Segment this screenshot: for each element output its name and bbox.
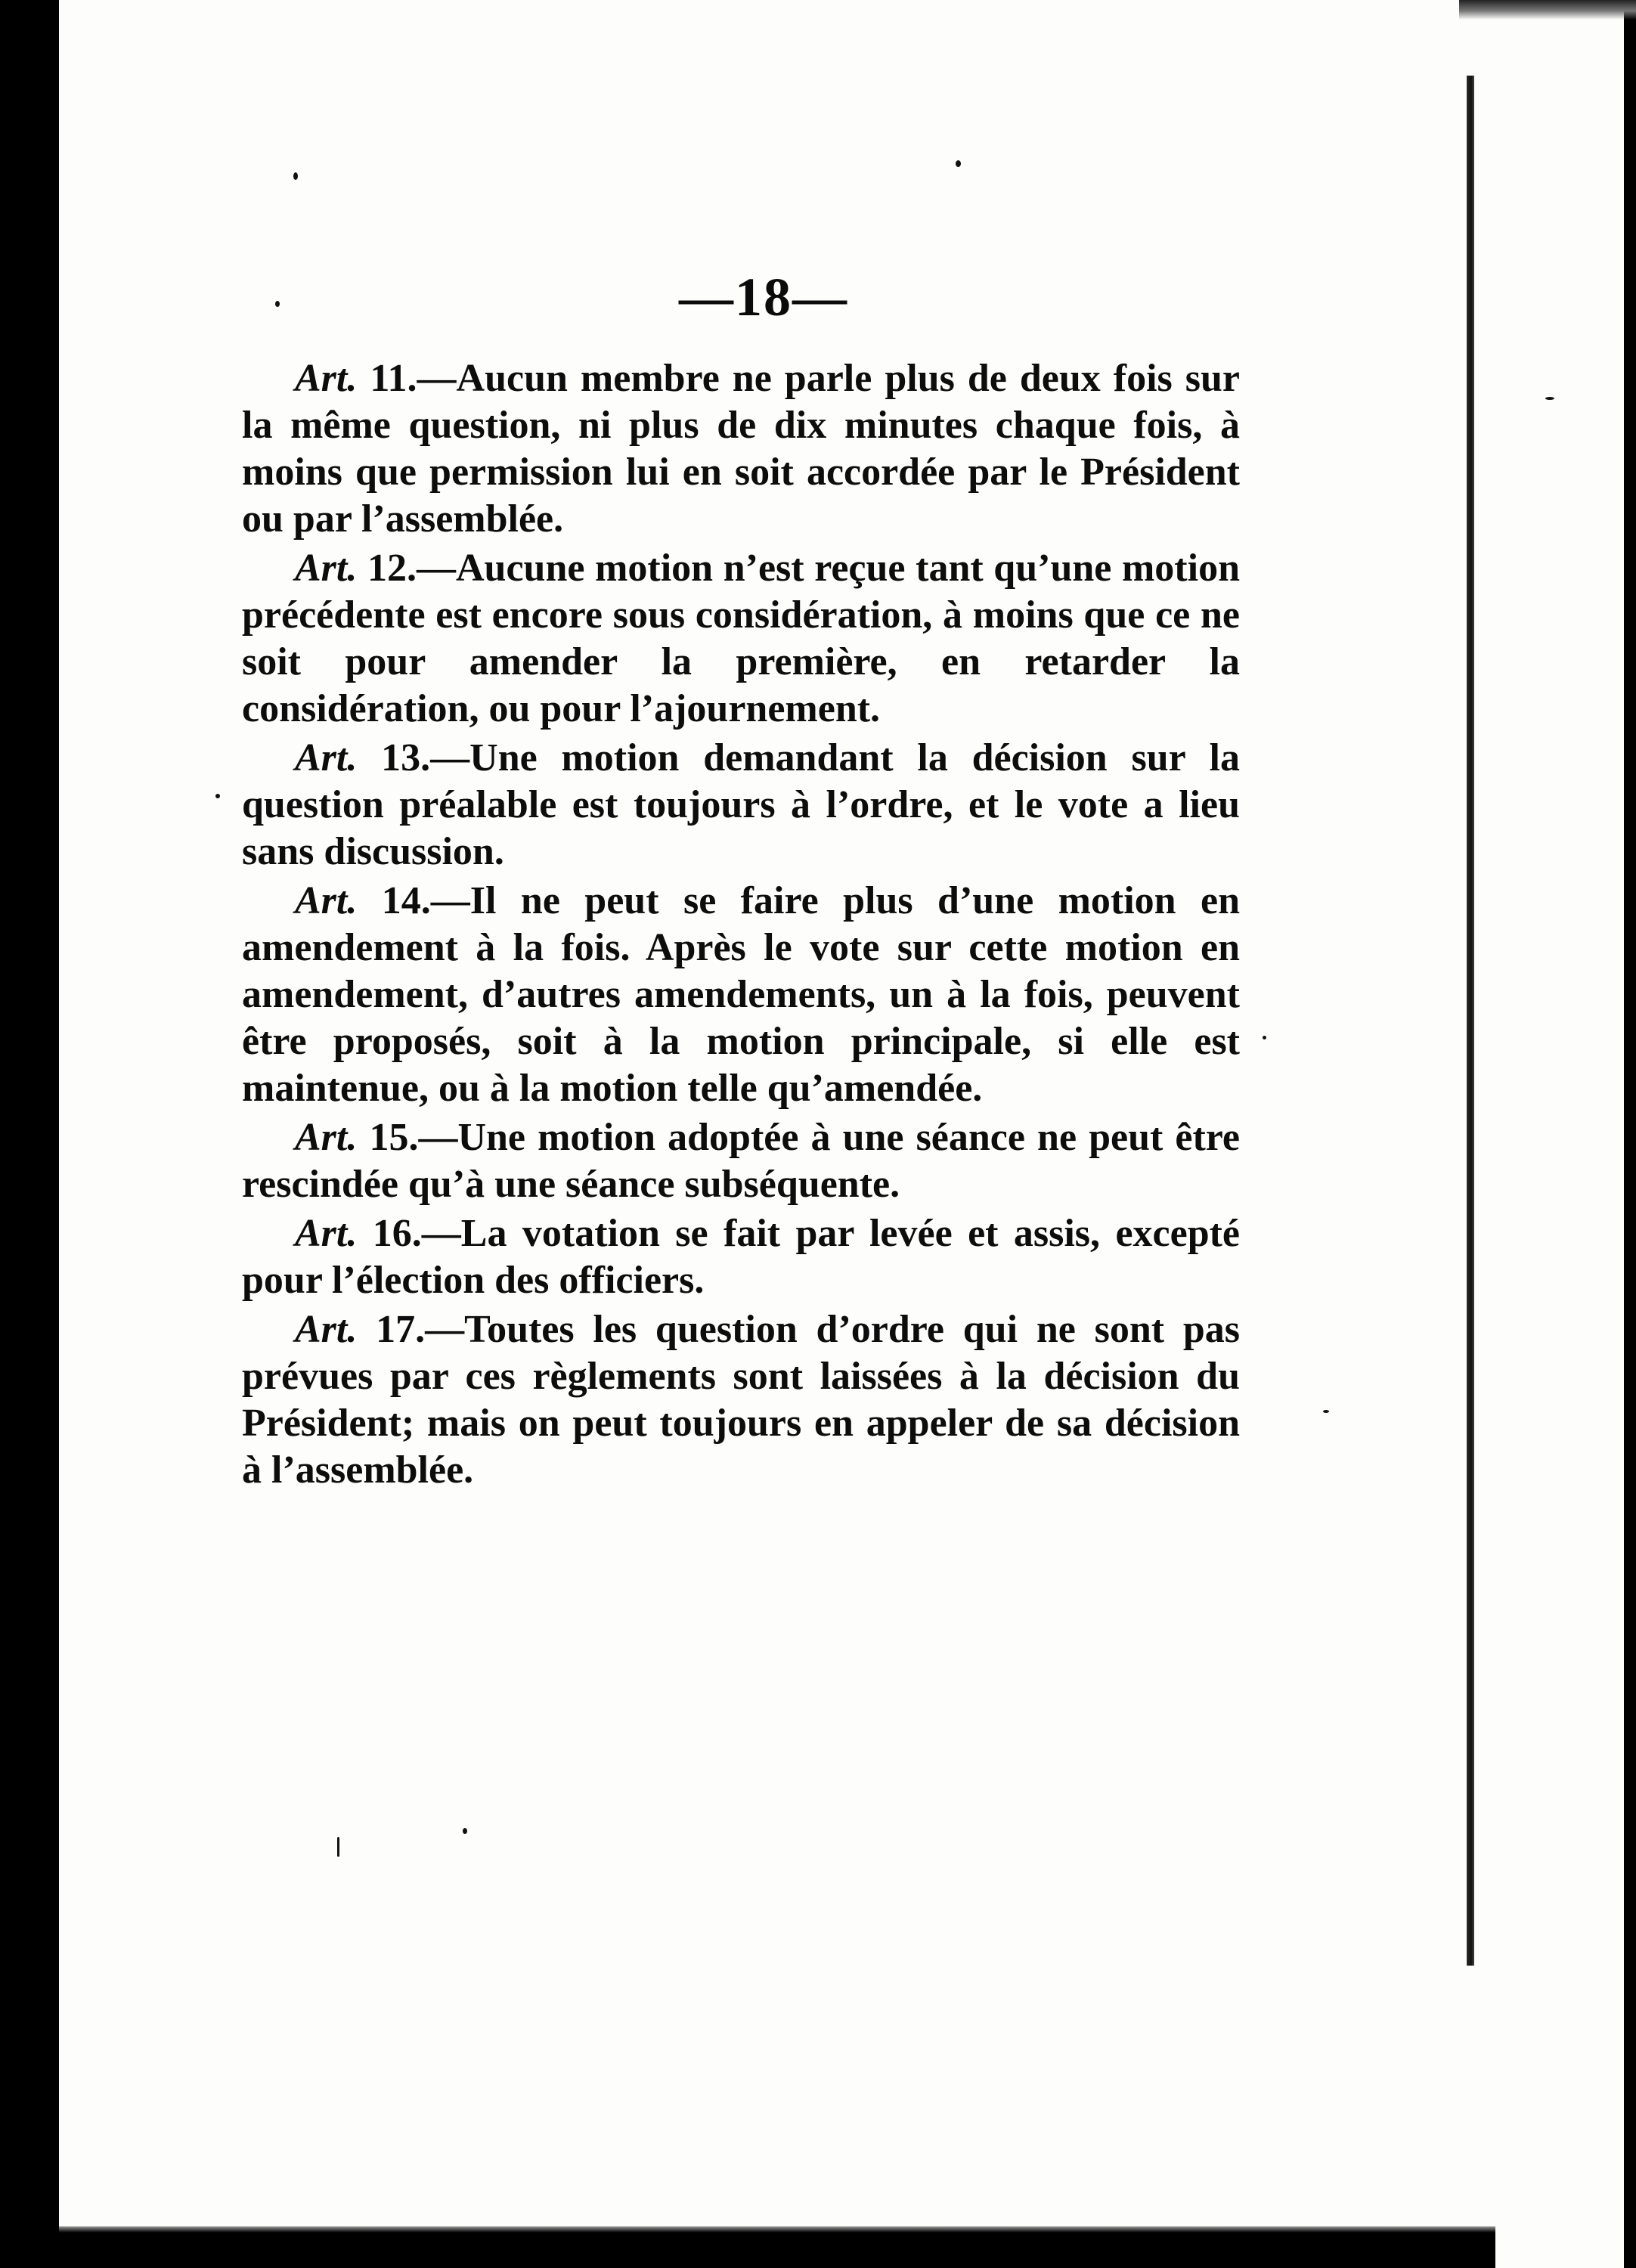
article-label: Art. bbox=[295, 1212, 358, 1255]
article-label: Art. bbox=[295, 736, 358, 779]
article-label: Art. bbox=[295, 1116, 358, 1159]
right-scan-border bbox=[1624, 0, 1636, 2268]
article-number: 15. bbox=[369, 1116, 419, 1159]
article-number: 14. bbox=[381, 879, 431, 922]
article-number: 11. bbox=[370, 357, 417, 400]
article-12 bbox=[242, 545, 1240, 733]
page-number: —18— bbox=[679, 267, 848, 327]
article-label: Art. bbox=[295, 547, 358, 590]
article-number: 13. bbox=[381, 736, 431, 779]
article-label: Art. bbox=[295, 357, 358, 400]
article-15 bbox=[242, 1114, 1240, 1208]
ink-speck bbox=[1323, 1410, 1329, 1413]
ink-speck bbox=[275, 301, 280, 307]
page-fold-shadow bbox=[1467, 76, 1474, 1966]
article-number: 12. bbox=[367, 547, 417, 590]
article-text: —Une motion demandant la décision sur la question préalable est toujours à l’ordre, et le vote a lieu sans discussion. bbox=[242, 736, 1240, 873]
article-list bbox=[242, 355, 1240, 1496]
ink-speck bbox=[1545, 397, 1554, 400]
adjacent-page-strip bbox=[1495, 0, 1636, 2268]
ink-speck bbox=[1263, 1036, 1266, 1040]
ink-speck bbox=[337, 1837, 339, 1857]
article-17 bbox=[242, 1306, 1240, 1494]
article-text: —La votation se fait par levée et assis, excepté pour l’élection des officiers. bbox=[242, 1212, 1241, 1302]
ink-speck bbox=[463, 1828, 467, 1834]
article-16 bbox=[242, 1210, 1240, 1304]
article-label: Art. bbox=[295, 879, 358, 922]
article-14 bbox=[242, 878, 1240, 1112]
top-corner-smear bbox=[1459, 0, 1636, 20]
ink-speck bbox=[956, 160, 961, 167]
article-label: Art. bbox=[295, 1308, 358, 1351]
article-text: —Aucune motion n’est reçue tant qu’une motion précédente est encore sous considération, à moins que ce ne soit pour amender la première, en retarder la considération, ou pour l’ajournement. bbox=[242, 547, 1240, 730]
article-13 bbox=[242, 735, 1240, 875]
article-number: 16. bbox=[372, 1212, 422, 1255]
article-text: —Aucun membre ne parle plus de deux fois sur la même question, ni plus de dix minutes chaque fois, à moins que permission lui en soit accordée par le Président ou par l’assemblée. bbox=[242, 357, 1241, 541]
article-11 bbox=[242, 355, 1240, 543]
article-text: —Il ne peut se faire plus d’une motion en amendement à la fois. Après le vote sur cette motion en amendement, d’autres amendements, un à la fois, peuvent être proposés, soit à la motion principale, si elle est maintenue, ou à la motion telle qu’amendée. bbox=[242, 879, 1241, 1110]
article-text: —Toutes les question d’ordre qui ne sont pas prévues par ces règlements sont laissées à la décision du Président; mais on peut toujours en appeler de sa décision à l’assemblée. bbox=[242, 1308, 1240, 1492]
ink-speck bbox=[215, 794, 220, 798]
bottom-page-edge bbox=[59, 2226, 1495, 2232]
article-text: —Une motion adoptée à une séance ne peut être rescindée qu’à une séance subséquente. bbox=[242, 1116, 1241, 1206]
article-number: 17. bbox=[376, 1308, 426, 1351]
ink-speck bbox=[293, 172, 298, 180]
